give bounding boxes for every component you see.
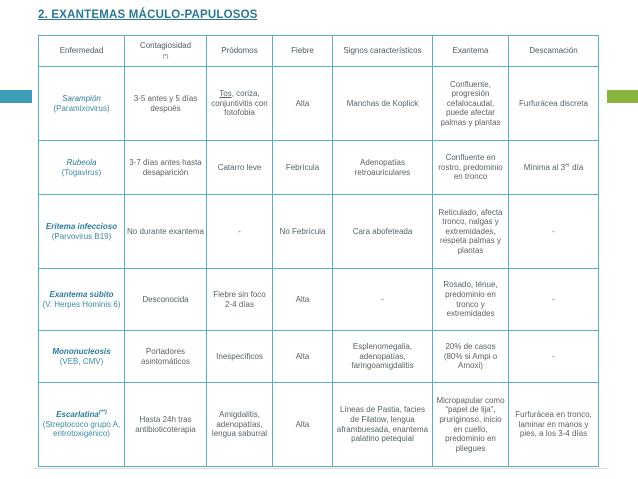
disease-name: Eritema infeccioso (45, 221, 118, 231)
desquamation-cell: Furfurácea discreta (509, 67, 599, 141)
prodromes-text: , coriza, conjuntivitis con fotofobia (211, 89, 268, 118)
contagiousness-cell: Hasta 24h tras antibioticoterapia (125, 383, 207, 467)
table-row (39, 383, 599, 467)
desquamation-sup: er (565, 162, 570, 169)
bottom-divider (34, 468, 608, 469)
disease-agent: (Togavirus) (61, 167, 102, 177)
disease-name: Exantema súbito (49, 289, 114, 299)
rash-cell: Rosado, ténue, predominio en tronco y extremidades (433, 269, 509, 331)
desquamation-cell: Furfurácea en tronco, laminar en manos y pies, a los 3-4 días (509, 383, 599, 467)
header-desquamation: Descamación (509, 36, 599, 67)
desquamation-cell: - (509, 269, 599, 331)
contagiousness-cell: No durante exantema (125, 195, 207, 269)
fever-cell: No Febrícula (273, 195, 333, 269)
fever-cell: Alta (273, 383, 333, 467)
disease-cell (39, 331, 125, 383)
header-row (39, 36, 599, 67)
prodromes-text: Inespecíficos (216, 351, 263, 361)
disease-cell (39, 67, 125, 141)
contagiousness-cell: Portadores asintomáticos (125, 331, 207, 383)
prodromes-cell (207, 141, 273, 195)
prodromes-cell (207, 269, 273, 331)
rash-cell: Reticulado, afecta tronco, nalgas y extremidades, respeta palmas y plantas (433, 195, 509, 269)
rash-cell: Confluente, progresión cefalocaudal, puede afectar palmas y plantas (433, 67, 509, 141)
desquamation-cell: - (509, 331, 599, 383)
left-accent-bar (0, 90, 32, 103)
desquamation-text: Mínima al 3 (523, 162, 566, 172)
disease-name: Mononucleosis (52, 346, 111, 356)
disease-cell (39, 269, 125, 331)
prodromes-text: - (238, 226, 241, 236)
header-disease: Enfermedad (39, 36, 125, 67)
disease-agent: (Streptococo grupo A, eritrotoxigénico) (42, 419, 121, 439)
disease-name (41, 410, 122, 420)
disease-agent: (V. Herpes Hominis 6) (42, 299, 121, 309)
signs-cell: Líneas de Pastia, facies de Filatow, lengua aframbuesada, enantema palatino petequial (333, 383, 433, 467)
header-prodromes: Pródomos (207, 36, 273, 67)
fever-cell: Febrícula (273, 141, 333, 195)
header-contagiousness-note: (*) (162, 54, 169, 60)
page-title: 2. EXANTEMAS MÁCULO-PAPULOSOS (38, 9, 258, 21)
disease-agent: (Parvovirus B19) (51, 231, 112, 241)
rash-cell: Confluente en rostro, predominio en tronco (433, 141, 509, 195)
signs-cell: Adenopatías retroauriculares (333, 141, 433, 195)
table-row (39, 141, 599, 195)
header-rash: Exantema (433, 36, 509, 67)
contagiousness-cell: 3-7 días antes hasta desaparición (125, 141, 207, 195)
disease-agent: (Paramixovirus) (53, 103, 110, 113)
contagiousness-cell: Desconocida (125, 269, 207, 331)
right-accent-bar (607, 90, 638, 103)
table-row (39, 67, 599, 141)
contagiousness-cell: 3-5 antes y 5 días después (125, 67, 207, 141)
header-fever: Fiebre (273, 36, 333, 67)
desquamation-cell (509, 141, 599, 195)
table-row (39, 331, 599, 383)
exanthem-table (38, 35, 599, 467)
disease-cell (39, 383, 125, 467)
disease-agent: (VEB, CMV) (59, 356, 104, 366)
signs-cell: - (333, 269, 433, 331)
header-contagiousness-label: Contagiosidad (139, 41, 192, 51)
header-contagiousness (125, 36, 207, 67)
disease-name: Rubeola (66, 157, 97, 167)
disease-name-text: Escarlatina (56, 410, 99, 420)
fever-cell: Alta (273, 269, 333, 331)
disease-name: Sarampión (62, 93, 101, 103)
disease-cell (39, 195, 125, 269)
table-row (39, 269, 599, 331)
prodromes-cell (207, 331, 273, 383)
prodromes-text: Fiebre sin foco 2-4 días (213, 289, 266, 309)
prodromes-text: Amigdalitis, adenopatías, lengua saburral (211, 410, 268, 439)
desquamation-cell: - (509, 195, 599, 269)
desquamation-tail: día (569, 162, 584, 172)
disease-name-sup: (**) (98, 409, 107, 416)
rash-cell: Micropapular como “papel de lija”, pruriginoso, inicio en cuello, predominio en pliegues (433, 383, 509, 467)
fever-cell: Alta (273, 67, 333, 141)
signs-cell: Cara abofeteada (333, 195, 433, 269)
prodromes-cell (207, 67, 273, 141)
fever-cell: Alta (273, 331, 333, 383)
disease-cell (39, 141, 125, 195)
signs-cell: Esplenomegalia, adenopatías, faringoamigdalitis (333, 331, 433, 383)
header-signs: Signos característicos (333, 36, 433, 67)
prodromes-cell (207, 195, 273, 269)
signs-cell: Manchas de Koplick (333, 67, 433, 141)
rash-cell: 20% de casos (80% si Ampi o Amoxi) (433, 331, 509, 383)
prodromes-underlined: Tos (219, 89, 232, 99)
prodromes-cell (207, 383, 273, 467)
table-row (39, 195, 599, 269)
prodromes-text: Catarro leve (217, 162, 262, 172)
